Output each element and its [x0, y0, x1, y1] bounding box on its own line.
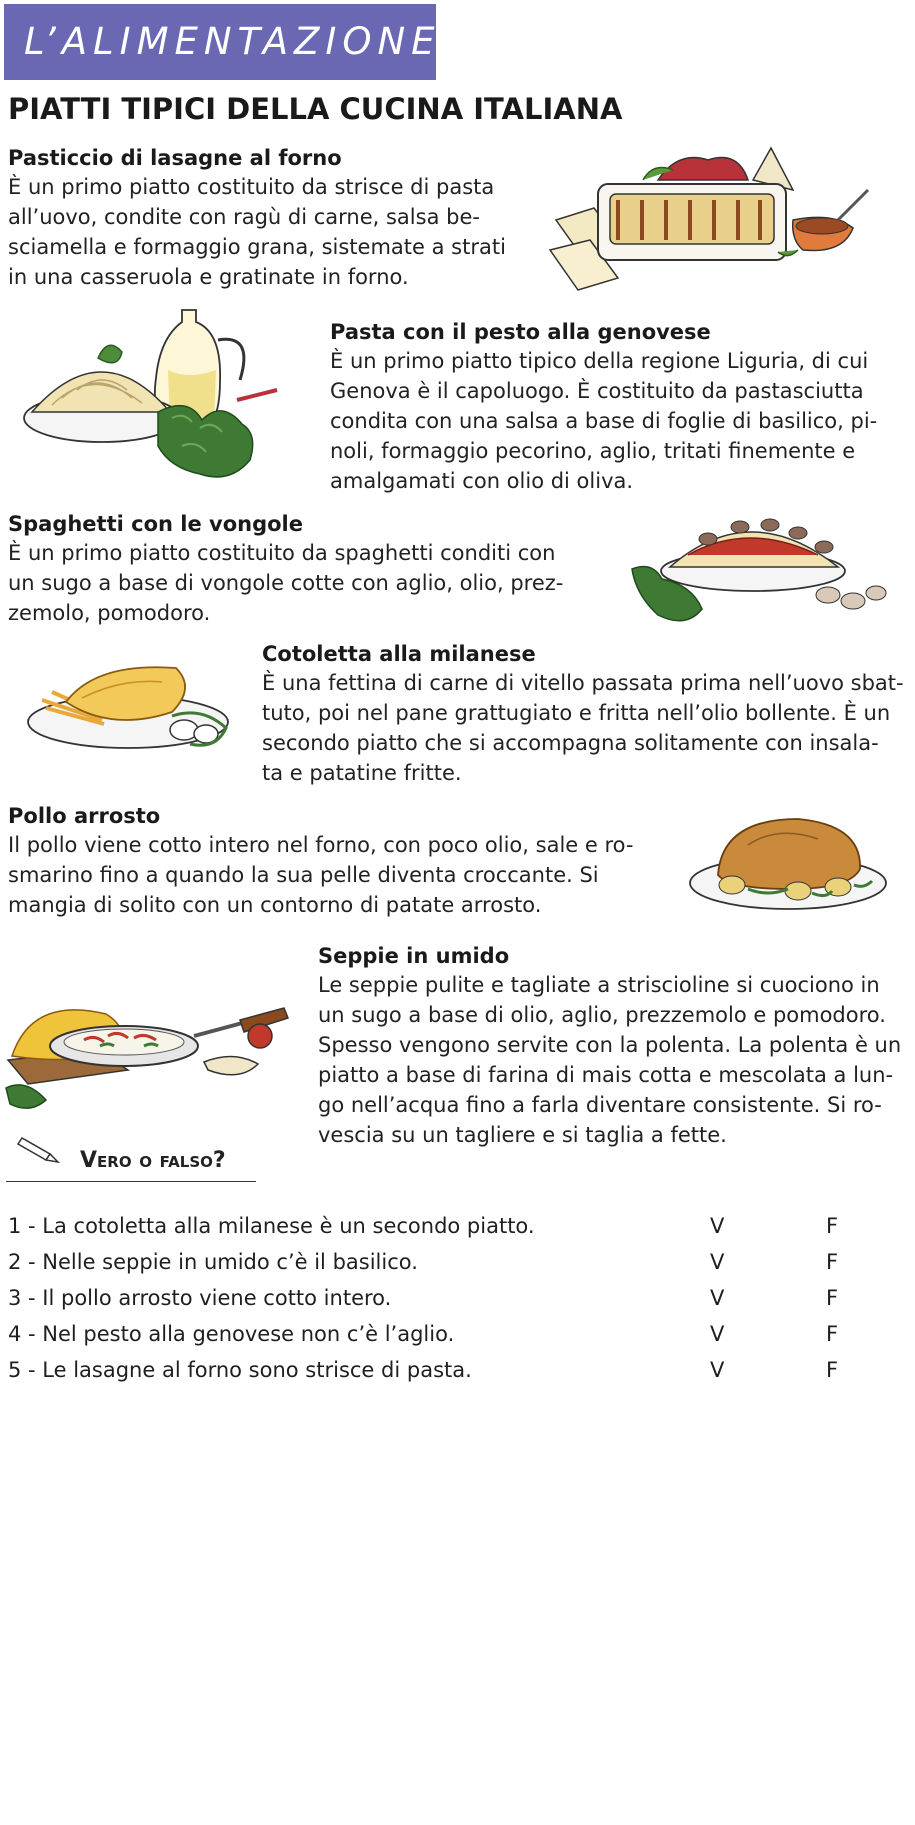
- quiz-false-option[interactable]: F: [826, 1250, 839, 1274]
- quiz-true-option[interactable]: V: [710, 1358, 725, 1382]
- roast-chicken-illustration: [688, 815, 888, 925]
- quiz-item: [8, 1354, 868, 1386]
- quiz-true-option[interactable]: V: [710, 1214, 725, 1238]
- quiz-question: 2 - Nelle seppie in umido c’è il basilico.: [8, 1250, 418, 1274]
- dish-text-cotoletta: È una fettina di carne di vitello passata prima nell’uovo sbat- tuto, poi nel pane grattugiato e fritta nell’olio bollente. È un secondo piatto che si accompagna solitamente con insala- ta e patatine fritte.: [262, 671, 904, 785]
- dish-text-vongole: È un primo piatto costituito da spaghetti conditi con un sugo a base di vongole cotte con aglio, olio, prez- zemolo, pomodoro.: [8, 541, 564, 625]
- quiz-item: [8, 1246, 868, 1278]
- dish-text-pesto: È un primo piatto tipico della regione Liguria, di cui Genova è il capoluogo. È costituito da pastasciutta condita con una salsa a base di foglie di basilico, pi- noli, formaggio pecorino, aglio, tritati finemente e amalgamati con olio di oliva.: [330, 349, 878, 493]
- spaghetti-clams-illustration: [628, 505, 888, 635]
- dish-title-cotoletta: Cotoletta alla milanese: [262, 642, 536, 666]
- pesto-pasta-illustration: [22, 300, 312, 490]
- dish-title-vongole: Spaghetti con le vongole: [8, 512, 303, 536]
- dish-title-pesto: Pasta con il pesto alla genovese: [330, 320, 711, 344]
- dish-title-pollo: Pollo arrosto: [8, 804, 161, 828]
- cutlet-illustration: [22, 660, 242, 770]
- pencil-icon: [18, 1130, 62, 1166]
- quiz-item: [8, 1318, 868, 1350]
- quiz-item: [8, 1210, 868, 1242]
- quiz-title-underline: [6, 1181, 256, 1182]
- dish-text-pollo: Il pollo viene cotto intero nel forno, con poco olio, sale e ro- smarino fino a quando la sua pelle diventa croccante. Si mangia di solito con un contorno di patate arrosto.: [8, 833, 634, 917]
- quiz-false-option[interactable]: F: [826, 1286, 839, 1310]
- quiz-title: Vero o falso?: [80, 1148, 226, 1173]
- quiz-question: 4 - Nel pesto alla genovese non c’è l’aglio.: [8, 1322, 455, 1346]
- quiz-false-option[interactable]: F: [826, 1214, 839, 1238]
- quiz-question: 3 - Il pollo arrosto viene cotto intero.: [8, 1286, 392, 1310]
- page-title: PIATTI TIPICI DELLA CUCINA ITALIANA: [8, 92, 623, 126]
- dish-title-lasagne: Pasticcio di lasagne al forno: [8, 146, 342, 170]
- lasagne-illustration: [548, 140, 888, 300]
- quiz-false-option[interactable]: F: [826, 1322, 839, 1346]
- quiz-false-option[interactable]: F: [826, 1358, 839, 1382]
- quiz-question: 5 - Le lasagne al forno sono strisce di pasta.: [8, 1358, 472, 1382]
- quiz-question: 1 - La cotoletta alla milanese è un secondo piatto.: [8, 1214, 535, 1238]
- quiz-true-option[interactable]: V: [710, 1286, 725, 1310]
- cuttlefish-polenta-illustration: [4, 990, 294, 1120]
- dish-text-seppie: Le seppie pulite e tagliate a striscioline si cuociono in un sugo a base di olio, aglio, prezzemolo e pomodoro. Spesso vengono servite con la polenta. La polenta è un piatto a base di farina di mais cotta e mescolata a lun- go nell’acqua fino a farla diventare consistente. Si ro- vescia su un tagliere e si taglia a fette.: [318, 973, 902, 1147]
- section-banner: L’ALIMENTAZIONE: [4, 4, 436, 80]
- quiz-true-option[interactable]: V: [710, 1250, 725, 1274]
- dish-text-lasagne: È un primo piatto costituito da strisce di pasta all’uovo, condite con ragù di carne, salsa be- sciamella e formaggio grana, sistemate a strati in una casseruola e gratinate in forno.: [8, 175, 506, 289]
- quiz-item: [8, 1282, 868, 1314]
- quiz-true-option[interactable]: V: [710, 1322, 725, 1346]
- dish-title-seppie: Seppie in umido: [318, 944, 510, 968]
